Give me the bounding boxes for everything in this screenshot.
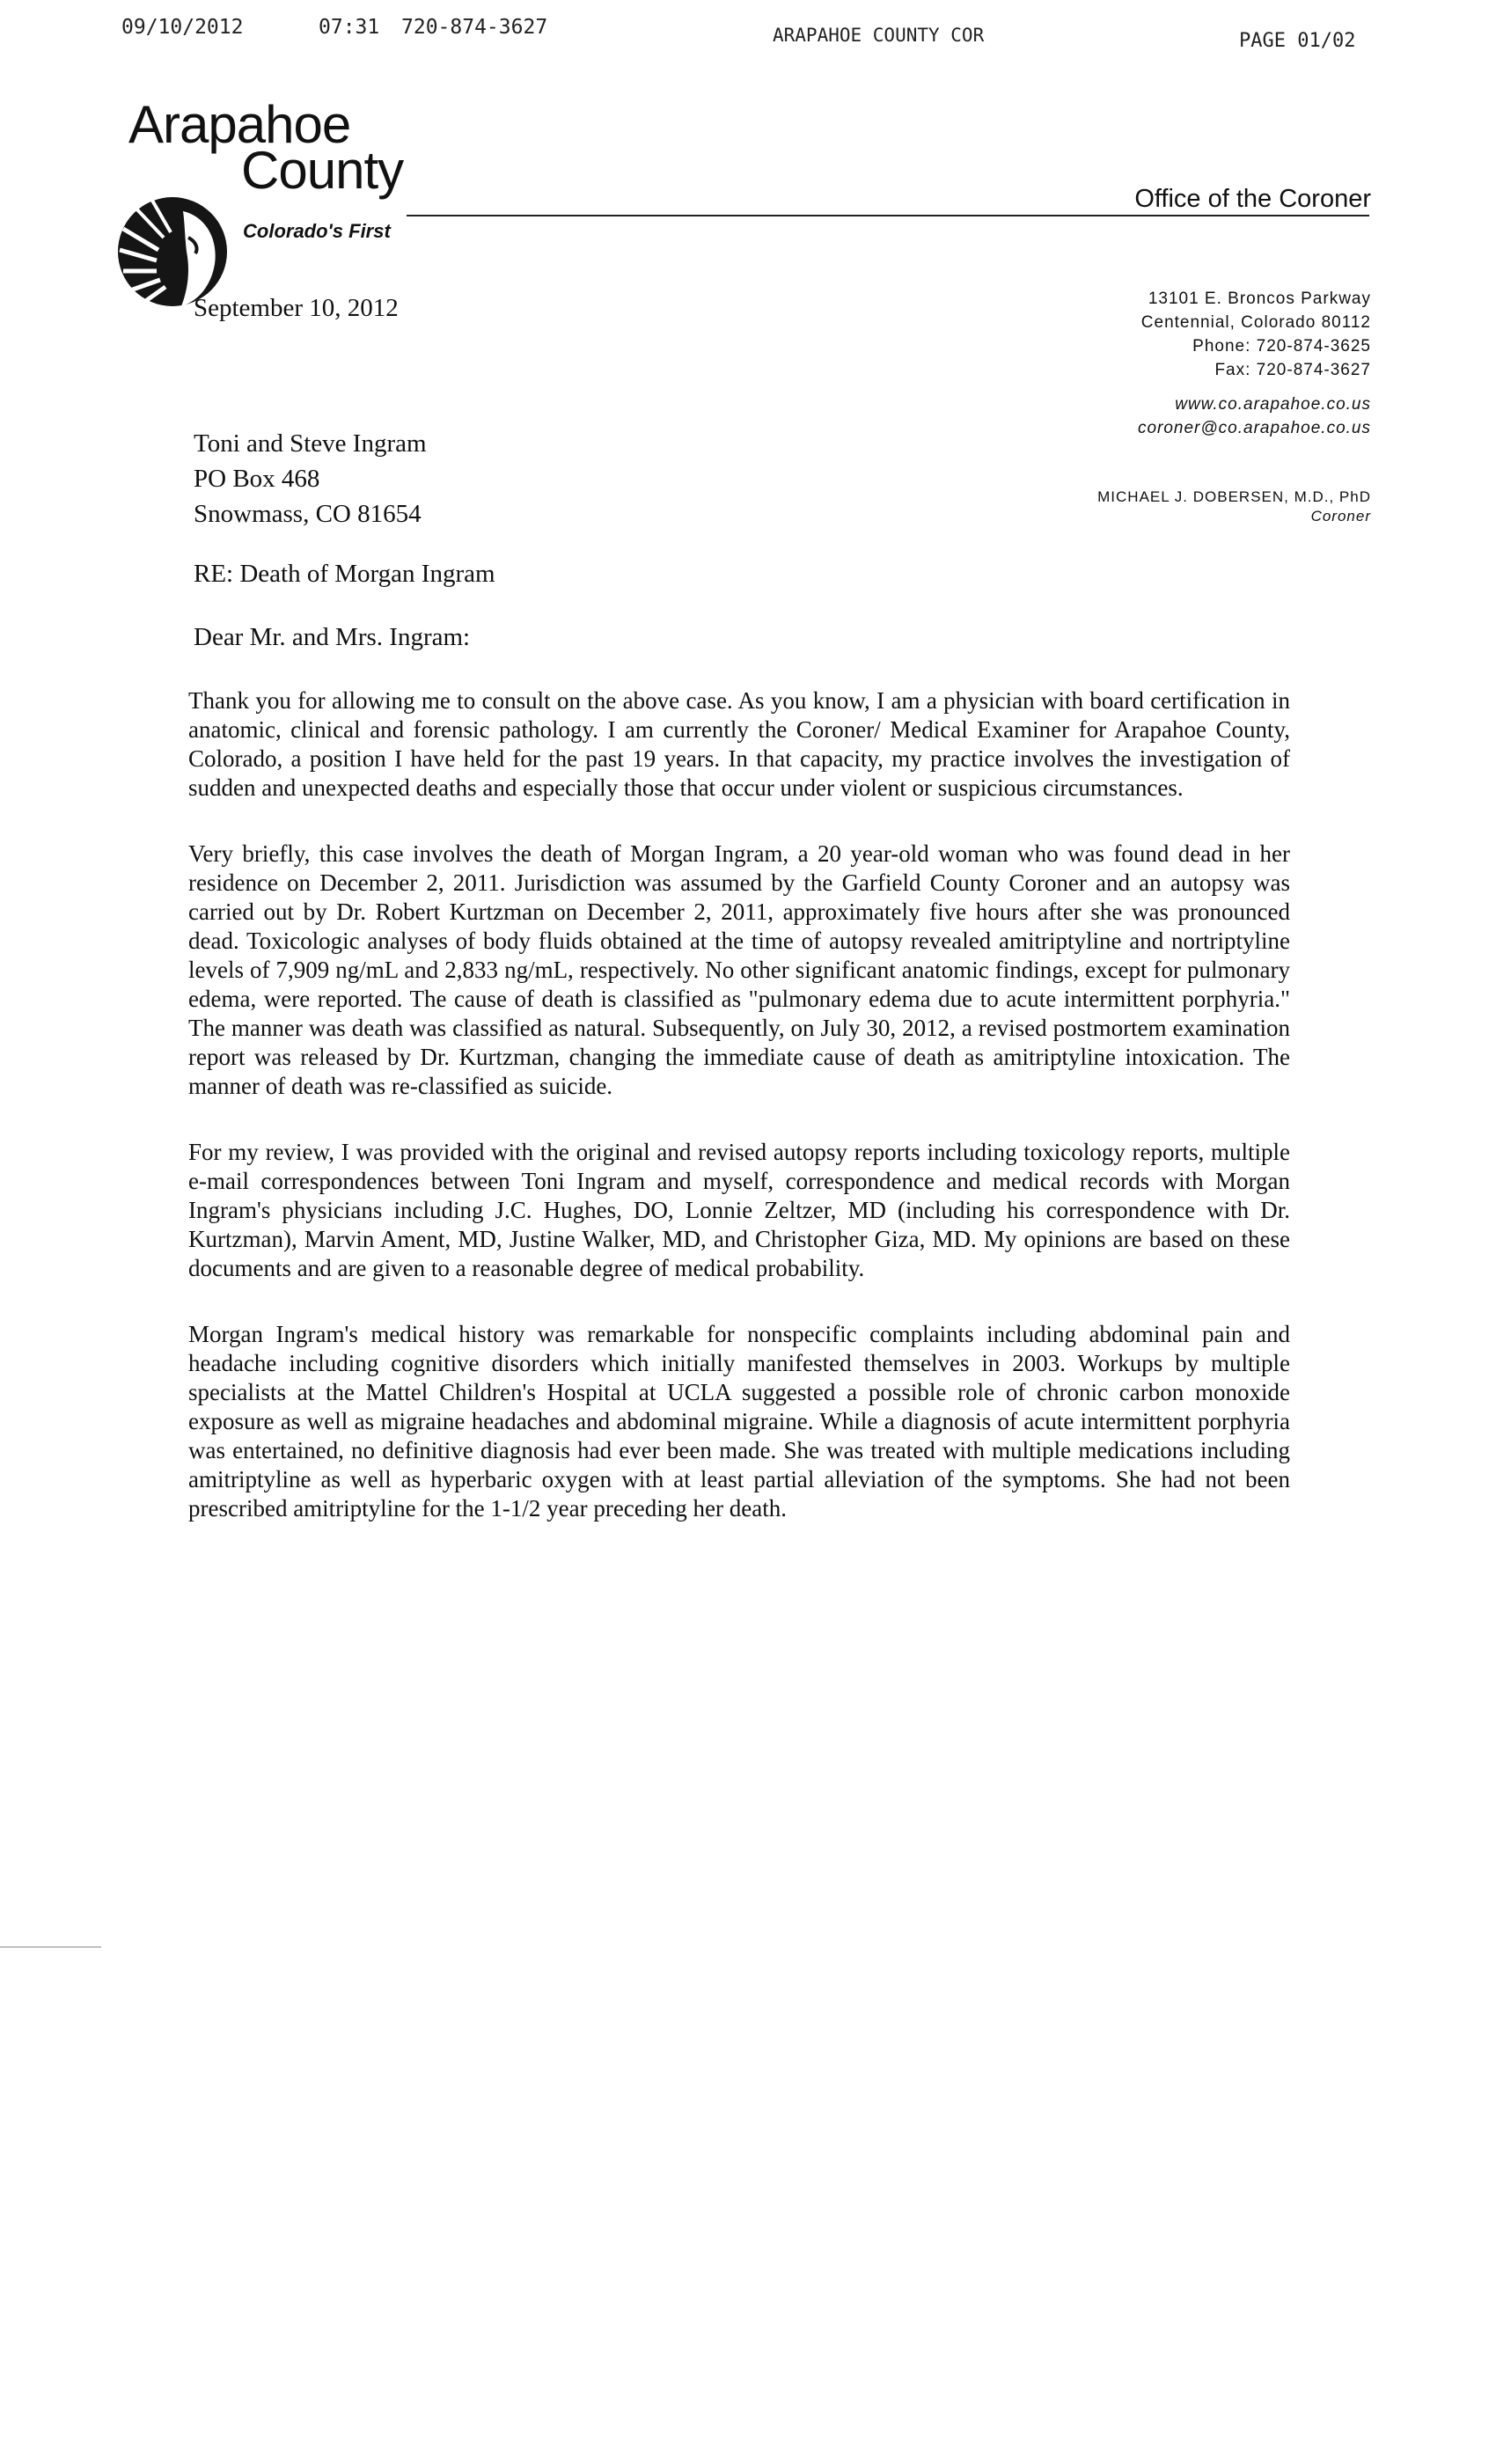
signatory-name: MICHAEL J. DOBERSEN, M.D., PhD — [1097, 488, 1371, 505]
office-title: Office of the Coroner — [1134, 185, 1371, 213]
paragraph-intro: Thank you for allowing me to consult on the above case. As you know, I am a physician with board certification in anatomic, clinical and forensic pathology. I am currently the Coroner/ Medical Examiner for Arapahoe County, Colorado, a position I have held for the past 19 years. In that capacity, my practice involves the investigation of sudden and unexpected deaths and especially those that occur under violent or suspicious circumstances. — [188, 687, 1290, 801]
paragraph-case-summary: Very briefly, this case involves the death of Morgan Ingram, a 20 year-old woman who was found dead in her residence on December 2, 2011. Jurisdiction was assumed by the Garfield County Coroner and an autopsy was carried out by Dr. Robert Kurtzman on December 2, 2011, approximately five hours after she was pronounced dead. Toxicologic analyses of body fluids obtained at the time of autopsy revealed amitriptyline and nortriptyline levels of 7,909 ng/mL and 2,833 ng/mL, respectively. No other significant anatomic findings, except for pulmonary edema, were reported. The cause of death is classified as "pulmonary edema due to acute intermittent porphyria." The manner was death was classified as natural. Subsequently, on July 30, 2012, a revised postmortem examination report was released by Dr. Kurtzman, changing the immediate cause of death as amitriptyline intoxication. The manner of death was re-classified as suicide. — [188, 840, 1290, 1099]
recipient-name: Toni and Steve Ingram — [194, 429, 427, 458]
fax-time: 07:31 — [319, 16, 380, 39]
header-rule — [407, 215, 1369, 216]
paragraph-materials-reviewed: For my review, I was provided with the original and revised autopsy reports including toxicology reports, multiple e-mail correspondences between Toni Ingram and myself, correspondence and medical records with Morgan Ingram's physicians including J.C. Hughes, DO, Lonnie Zeltzer, MD (including his correspondence with Dr. Kurtzman), Marvin Ament, MD, Justine Walker, MD, and Christopher Giza, MD. My opinions are based on these documents and are given to a reasonable degree of medical probability. — [188, 1139, 1290, 1281]
address-street: 13101 E. Broncos Parkway — [1148, 290, 1371, 308]
letter-body — [188, 686, 1290, 1560]
address-website: www.co.arapahoe.co.us — [1175, 395, 1371, 414]
logo-text-arapahoe: Arapahoe — [128, 95, 351, 154]
address-email: coroner@co.arapahoe.co.us — [1137, 419, 1371, 437]
logo-tagline: Colorado's First — [243, 220, 391, 242]
office-address — [1047, 287, 1371, 440]
signatory-title: Coroner — [1310, 508, 1371, 524]
logo-text-county: County — [241, 141, 404, 200]
fax-phone: 720-874-3627 — [401, 16, 548, 39]
fax-date: 09/10/2012 — [121, 16, 244, 39]
address-fax: Fax: 720-874-3627 — [1214, 361, 1371, 379]
fax-header — [121, 16, 1389, 51]
letter-date: September 10, 2012 — [194, 294, 399, 322]
county-logo — [107, 95, 424, 292]
recipient-city: Snowmass, CO 81654 — [194, 500, 422, 528]
subject-line: RE: Death of Morgan Ingram — [194, 560, 495, 588]
address-city: Centennial, Colorado 80112 — [1140, 313, 1371, 332]
fax-sender: ARAPAHOE COUNTY COR — [773, 25, 985, 46]
salutation: Dear Mr. and Mrs. Ingram: — [194, 623, 471, 651]
recipient-block — [194, 426, 427, 532]
fax-page-count: PAGE 01/02 — [1239, 30, 1356, 52]
signatory-block — [1047, 488, 1371, 526]
address-phone: Phone: 720-874-3625 — [1192, 337, 1371, 356]
recipient-po-box: PO Box 468 — [194, 465, 320, 493]
paragraph-medical-history: Morgan Ingram's medical history was remarkable for nonspecific complaints including abdominal pain and headache including cognitive disorders which initially manifested themselves in 2003. Workups by multiple specialists at the Mattel Children's Hospital at UCLA suggested a possible role of chronic carbon monoxide exposure as well as migraine headaches and abdominal migraine. While a diagnosis of acute intermittent porphyria was entertained, no definitive diagnosis had ever been made. She was treated with multiple medications including amitriptyline as well as hyperbaric oxygen with at least partial alleviation of the symptoms. She had not been prescribed amitriptyline for the 1-1/2 year preceding her death. — [188, 1321, 1290, 1522]
